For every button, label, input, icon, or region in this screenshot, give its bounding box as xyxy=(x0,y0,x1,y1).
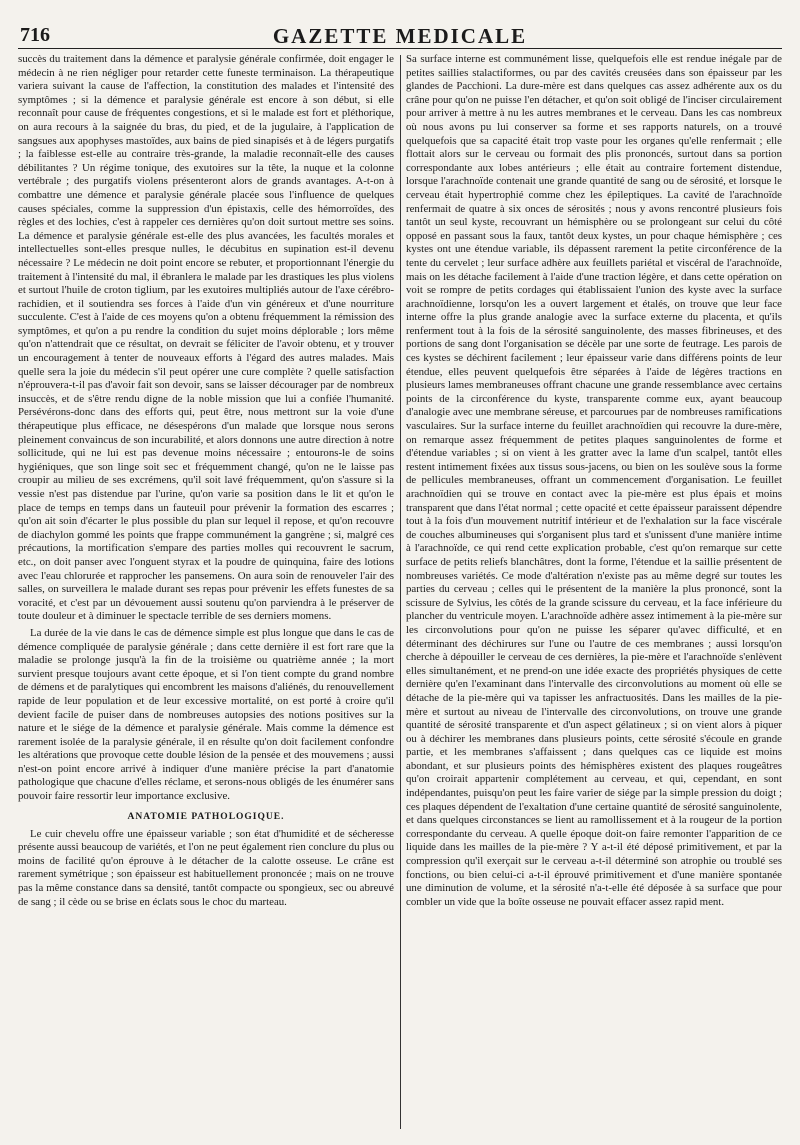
page-number: 716 xyxy=(20,24,50,46)
journal-title: GAZETTE MEDICALE xyxy=(272,24,528,48)
left-column xyxy=(18,53,394,1131)
paragraph-duration: La durée de la vie dans le cas de démence simple est plus longue que dans le cas de démence compliquée de paralysie générale ; dans cette dernière il est fort rare que la maladie se prolonge jusqu'à la fin de la troisième ou quatrième année ; la mort survient presque toujours avant cette époque, et si l'on tient compte du grand nombre de démens et de paralytiques qui encombrent les maisons d'aliénés, du renouvellement rapide de leur population et de leur excessive mortalité, on est porté à croire qu'il devient facile de puiser dans de nombreuses autopsies des notions positives sur la nature et le siége de la démence et paralysie générale. Mais comme la démence est rarement isolée de la paralysie générale, il en résulte qu'on doit facilement confondre les altérations que provoque cette double lésion de la pensée et des mouvemens ; aussi n'est-on point encore arrivé à indiquer d'une manière précise la part d'anatomie pathologique que chacune d'elles réclame, et serons-nous obligés de les énumérer sans pouvoir faire ressortir leur importance exclusive. xyxy=(18,626,394,803)
right-column xyxy=(406,53,782,1131)
paragraph-scalp: Le cuir chevelu offre une épaisseur variable ; son état d'humidité et de sécheresse présente aussi beaucoup de variétés, et l'on ne peut également rien conclure du plus ou moins de facilité qu'on éprouve à le détacher de la calotte osseuse. Le crâne est rarement symétrique ; son épaisseur est habituellement prononcée ; mais on ne trouve pas la même constance dans sa densité, tantôt compacte ou spongieux, sec ou abreuvé de sang ; il cède ou se brise en éclats sous le choc du marteau. xyxy=(18,827,394,908)
page-header xyxy=(18,18,782,49)
text-columns xyxy=(18,53,782,1133)
column-divider xyxy=(400,55,401,1129)
paragraph-treatment: succès du traitement dans la démence et paralysie générale confirmée, doit engager le médecin à ne rien négliger pour retarder cette funeste terminaison. La thérapeutique variera suivant la cause de l'affection, la constitution des malades et l'intensité des symptômes ; si la démence et paralysie générale est encore à son début, si elle reconnaît pour cause de fréquentes congestions, et si le malade est fort et pléthorique, on aura recours à la saignée du bras, du pied, et de la jugulaire, à l'application de sangsues aux apophyses mastoïdes, aux bains de pied sinapisés et à de légers purgatifs ; la faiblesse est-elle au contraire très-grande, la maladie reconnaît-elle des causes débilitantes ? Un régime tonique, des exutoires sur la tête, la nuque et la colonne vertébrale ; des purgatifs violens présenteront alors de grands avantages. A-t-on à combattre une démence et paralysie générale placée sous l'influence de quelques causes spéciales, comme la suppression d'un épistaxis, celle des hémorroïdes, des règles et des lochies, c'est à rappeler ces dernières qu'on doit surtout mettre ses soins. La démence et paralysie générale est-elle des plus avancées, les facultés morales et intellectuelles sont-elles presque nulles, le décubitus en supination est-il devenu nécessaire ? Le médecin ne doit point encore se rebuter, et proportionnant l'énergie du traitement à l'intensité du mal, il ébranlera le malade par les drastiques les plus violens et surtout l'huile de croton tiglium, par les exutoires multipliés autour de l'axe cérébro-rachidien, et il soutiendra ses forces à l'aide d'un vin généreux et d'une nourriture succulente. C'est à l'aide de ces moyens qu'on a obtenu fréquemment la rémission des symptômes, et qu'on a pu rendre la condition du sujet moins déplorable ; lors même qu'on n'attendrait que ce résultat, on devrait se féliciter de l'avoir obtenu, et y trouver un encouragement à tenter de nouveaux efforts à l'égard des autres malades. Mais quelle sera la joie du médecin s'il peut opérer une cure complète ? quelle satisfaction n'éprouvera-t-il pas d'avoir fait son devoir, sans se laisser décourager par de nombreux insuccès, et de s'être rendu digne de la noble mission que lui a confiée l'humanité. Persévérons-donc dans des efforts qui, peut être, nous mettront sur la voie d'une thérapeutique plus efficace, ne désespérons d'un malade que lorsque nous serons pleinement convaincus de son incurabilité, et alors donnons une autre direction à notre sollicitude, qui ne lui est pas devenue moins nécessaire ; entourons-le de soins hygiéniques, que son linge soit sec et fréquemment changé, qu'on ne le laisse pas croupir au milieu de ses excrémens, qu'il soit lavé fréquemment, qu'on s'assure si la vessie n'est pas distendue par l'urine, qu'on varie sa position dans le lit et qu'on le place de temps en temps dans un fauteuil pour prévenir la formation des escarres ; qu'on ait soin d'écarter le plus possible du plan sur lequel il repose, et qu'on recouvre de diachylon gommé les points que frappe communément la gangrène ; si, malgré ces précautions, la mortification s'empare des parties molles qui recouvrent le sacrum, etc., on doit panser avec l'onguent styrax et la poudre de quinquina, faire des lotions avec l'eau chlorurée et rapprocher les pansemens. On aura soin de renouveler l'air des salles, on surveillera le malade durant ses repas pour prévenir les effets funestes de sa voracité, et c'est par un dévouement aussi soutenu qu'on parviendra à le préserver de toute douleur et à diminuer le spectacle terrible de ses derniers momens. xyxy=(18,53,394,623)
section-heading: ANATOMIE PATHOLOGIQUE. xyxy=(127,811,285,822)
paragraph-membranes: Sa surface interne est communément lisse, quelquefois elle est rendue inégale par de petites saillies stalactiformes, ou par des cavités creusées dans son épaisseur par les glandes de Pacchioni. La dure-mère est dans quelques cas assez adhérente aux os du crâne pour qu'on ne puisse l'en détacher, et qu'on soit obligé de l'inciser circulairement pour arriver à mettre à nu les autres membranes et le cerveau. Dans les cas nombreux où nous avons pu lui conserver sa forme et ses rapports naturels, on a trouvé quelquefois que sa capacité était trop vaste pour les organes qu'elle renfermait ; elle flottait alors sur le cerveau ou formait des plis prononcés, surtout dans sa portion correspondante aux lobes antérieurs ; elle était au contraire fortement distendue, lorsque l'arachnoïde contenait une grande quantité de sang ou de sérosité, et lorsque le cerveau était hypertrophié comme chez les épileptiques. La cavité de l'arachnoïde renfermait de quatre à six onces de sérosités ; nous y avons rencontré plusieurs fois tantôt un seul kyste, recouvrant un hémisphère ou se prolongeant sur celui du côté opposé en passant sous la faux, tantôt deux kystes, un pour chaque hémisphère ; ces kystes ont une étendue variable, ils dépassent rarement la petite circonférence de la tente du cervelet ; leur surface adhère aux feuillets pariétal et viscéral de l'arachnoïde, mais on les détache facilement à l'aide d'une traction légère, et dans cette opération on voit se rompre de petits cordages qui établissaient l'union des kyste avec la surface arachnoïdienne, lorsqu'on les a ouvert largement et étalés, on trouve que leur face interne offre la plus grande analogie avec la surface externe du placenta, et qu'ils renferment tout à la fois de la sérosité sanguinolente, des masses fibrineuses, et des portions de sang dont l'organisation se décèle par une sorte de feutrage. Les parois de ces kystes se déchirent facilement ; leur épaisseur varie dans différens points de leur étendue, elles peuvent quelquefois être séparées à l'aide de légères tractions en plusieurs lames membraneuses offrant chacune une grande ressemblance avec certains points de la circonférence du kyste, transparente comme eux, ayant beaucoup d'analogie avec une membrane séreuse, et parcourues par de nombreuses ramifications vasculaires. Sur la surface interne du feuillet arachnoïdien qui recouvre la dure-mère, on remarque assez fréquemment de petites plaques sanguinolentes de forme et d'étendue variables ; si on vient à les gratter avec la lame d'un scalpel, tantôt elles restent intimement fixées aux tissus sous-jacens, ou bien on les soulève sous la forme de pellicules membraneuses, offrant un commencement d'organisation. Le feuillet arachnoïdien qui se trouve en contact avec la pie-mère est plus épais et moins transparent que dans l'état normal ; cette opacité et cette épaisseur paraissent dépendre tout à la fois d'un mouvement nutritif intérieur et de l'exhalation sur la face viscérale de couches albumineuses qui s'organisent plus tard et s'unissent d'une manière intime à l'arachnoïde, ce qui rend cette explication probable, c'est qu'on remarque sur cette surface de petits reliefs blanchâtres, dont la forme, l'étendue et la saillie présentent de nombreuses variétés. Ce mode d'altération n'existe pas au même degré sur toutes les parties du cerveau ; celles qui le présentent de la manière la plus prononcé, sont la scissure de Sylvius, les côtés de la grande scissure du cerveau, et la face inférieure du plancher du ventricule moyen. L'arachnoïde adhère assez intimement à la pie-mère sur les circonvolutions pour qu'on ne puisse les séparer qu'avec difficulté, et en déterminant des déchirures sur l'une ou l'autre de ces membranes ; aussi lorsqu'on cherche à dépouiller le cerveau de ces dernières, la pie-mère et l'arachnoïde s'enlèvent elles simultanément, et ne prend-on une idée exacte des propriétés physiques de cette dernière qu'en l'examinant dans l'intervalle des circonvolutions au moment où elle se détache de la pie-mère qui va tapisser les anfractuosités. Dans les mailles de la pie-mère et surtout au niveau de l'intervalle des circonvolutions, on trouve une grande quantité de sérosité transparente et d'un aspect gélatineux ; si on vient alors à piquer ou à déchirer les membranes dans plusieurs points, cette sérosité s'écoule en grande partie, et les membranes s'affaissent ; dans quelques cas ce liquide est moins abondant, et sur plusieurs points des hémisphères existent des plaques rougeâtres qu'on croirait appartenir complétement au cerveau, et qui, cependant, en sont indépendantes, puisqu'on peut les faire varier de siége par la simple pression du doigt ; ces plaques dépendent de l'exaltation d'une certaine quantité de sérosité sanguinolente, et dans quelques circonstances se lient au ramollissement et à la rougeur de la portion correspondante du cerveau. A quelle époque doit-on faire remonter l'apparition de ce liquide dans les mailles de la pie-mère ? Y a-t-il été déposé primitivement, et par la compression qu'il exerçait sur le cerveau a-t-il déterminé son atrophie ou troublé ses fonctions, ou bien celui-ci a-t-il éprouvé primitivement et d'une manière spontanée une diminution de volume, et la sérosité n'a-t-elle été déposée à sa surface que pour combler un vide que la boîte osseuse ne pouvait effacer assez rapid ment. xyxy=(406,53,782,908)
